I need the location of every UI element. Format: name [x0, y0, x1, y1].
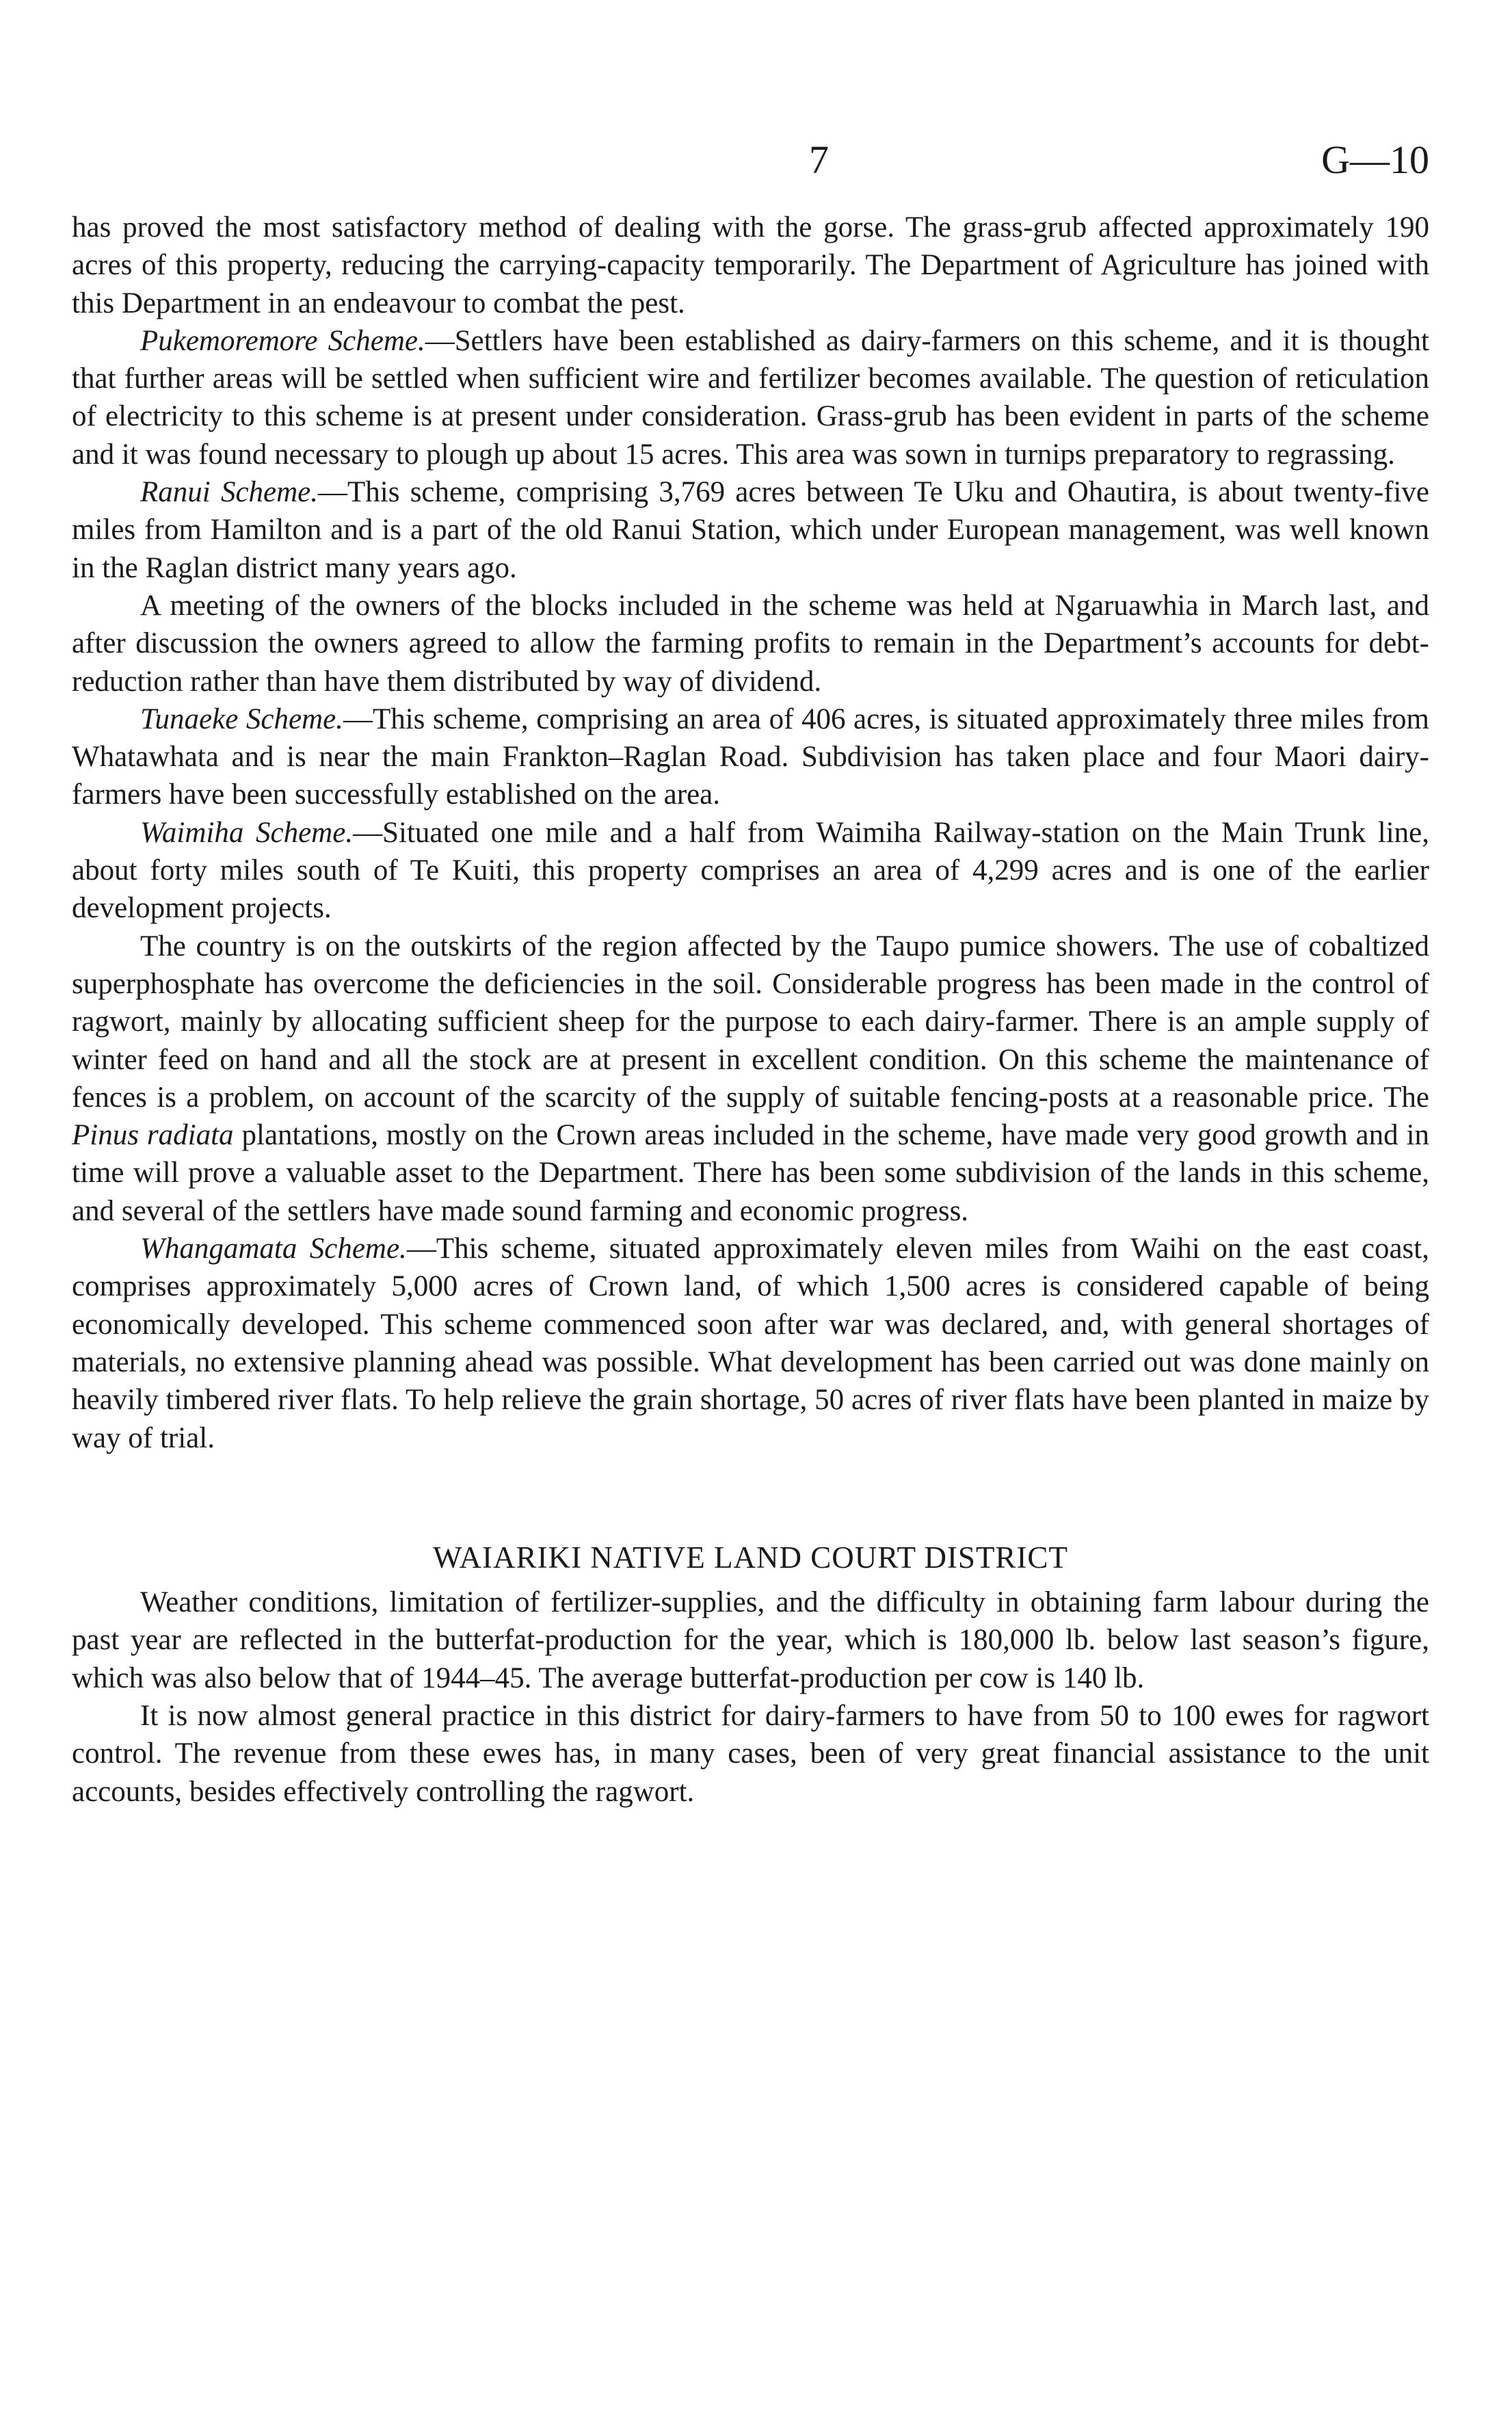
pinus-radiata: Pinus radiata [72, 1119, 234, 1152]
paragraph-waiariki-weather: Weather conditions, limitation of fertilizer-supplies, and the difficulty in obtaining farm labour during the past year are reflected in the butterfat-production for the year, which is 180,000 lb. below last season’s figure, which was also below that of 1944–45. The average butterfat-production per cow is 140 lb. [72, 1586, 1429, 1694]
body-text [72, 209, 1429, 1811]
scheme-title-ranui: Ranui Scheme. [140, 476, 319, 509]
scheme-text-pukemoremore: —Settlers have been established as dairy-farmers on this scheme, and it is thought that further areas will be settled when sufficient wire and fertilizer becomes available. The question of reticulation of electricity to this scheme is at present under consideration. Grass-grub has been evident in parts of the scheme and it was found necessary to plough up about 15 acres. This area was sown in turnips preparatory to regrassing. [72, 324, 1429, 471]
section-heading: WAIARIKI NATIVE LAND COURT DISTRICT [433, 1540, 1068, 1575]
paragraph-waiariki-ewes: It is now almost general practice in this district for dairy-farmers to have from 50 to 100 ewes for ragwort control. The revenue from these ewes has, in many cases, been of very great financial assistance to the unit accounts, besides effectively controlling the ragwort. [72, 1699, 1429, 1808]
scheme-text-waimiha: —Situated one mile and a half from Waimiha Railway-station on the Main Trunk line, about forty miles south of Te Kuiti, this property comprises an area of 4,299 acres and is one of the earlier development projects. [72, 816, 1429, 925]
document-reference: G—10 [1321, 137, 1429, 182]
page-header [72, 137, 1429, 185]
paragraph-ranui-meeting: A meeting of the owners of the blocks included in the scheme was held at Ngaruawhia in March last, and after discussion the owners agreed to allow the farming profits to remain in the Department’s accounts for debt-reduction rather than have them distributed by way of dividend. [72, 589, 1429, 698]
page-number: 7 [809, 137, 829, 182]
paragraph-pukemoremore [72, 322, 1429, 473]
scheme-text-ranui: —This scheme, comprising 3,769 acres between Te Uku and Ohautira, is about twenty-five miles from Hamilton and is a part of the old Ranui Station, which under European management, was well known in the Raglan district many years ago. [72, 476, 1429, 584]
scheme-title-whangamata: Whangamata Scheme. [140, 1233, 407, 1265]
paragraph-waimiha-country [72, 928, 1429, 1230]
scheme-title-pukemoremore: Pukemoremore Scheme. [140, 324, 425, 357]
waimiha-country-text-b: plantations, mostly on the Crown areas included in the scheme, have made very good growth and in time will prove a valuable asset to the Department. There has been some subdivision of the lands in this scheme, and several of the settlers have made sound farming and economic progress. [72, 1119, 1430, 1227]
paragraph-ranui [72, 473, 1429, 587]
scheme-title-tunaeke: Tunaeke Scheme. [140, 702, 343, 735]
paragraph-waimiha [72, 814, 1429, 928]
scheme-title-waimiha: Waimiha Scheme. [140, 816, 354, 849]
scheme-text-whangamata: —This scheme, situated approximately eleven miles from Waihi on the east coast, comprises approximately 5,000 acres of Crown land, of which 1,500 acres is considered capable of being economically developed. This scheme commenced soon after war was declared, and, with general shortages of materials, no extensive planning ahead was possible. What development has been carried out was done mainly on heavily timbered river flats. To help relieve the grain shortage, 50 acres of river flats have been planted in maize by way of trial. [72, 1233, 1429, 1454]
paragraph-tunaeke [72, 700, 1429, 814]
scheme-text-tunaeke: —This scheme, comprising an area of 406 acres, is situated approximately three miles from Whatawhata and is near the main Frankton–Raglan Road. Subdivision has taken place and four Maori dairy-farmers have been successfully established on the area. [72, 702, 1430, 811]
paragraph-gorse: has proved the most satisfactory method of dealing with the gorse. The grass-grub affected approximately 190 acres of this property, reducing the carrying-capacity temporarily. The Department of Agriculture has joined with this Department in an endeavour to combat the pest. [72, 211, 1429, 319]
paragraph-whangamata [72, 1230, 1429, 1457]
waimiha-country-text-a: The country is on the outskirts of the region affected by the Taupo pumice showers. The use of cobaltized superphosphate has overcome the deficiencies in the soil. Considerable progress has been made in the control of ragwort, mainly by allocating sufficient sheep for the purpose to each dairy-farmer. There is an ample supply of winter feed on hand and all the stock are at present in excellent condition. On this scheme the maintenance of fences is a problem, on account of the scarcity of the supply of suitable fencing-posts at a reasonable price. The [72, 930, 1429, 1114]
